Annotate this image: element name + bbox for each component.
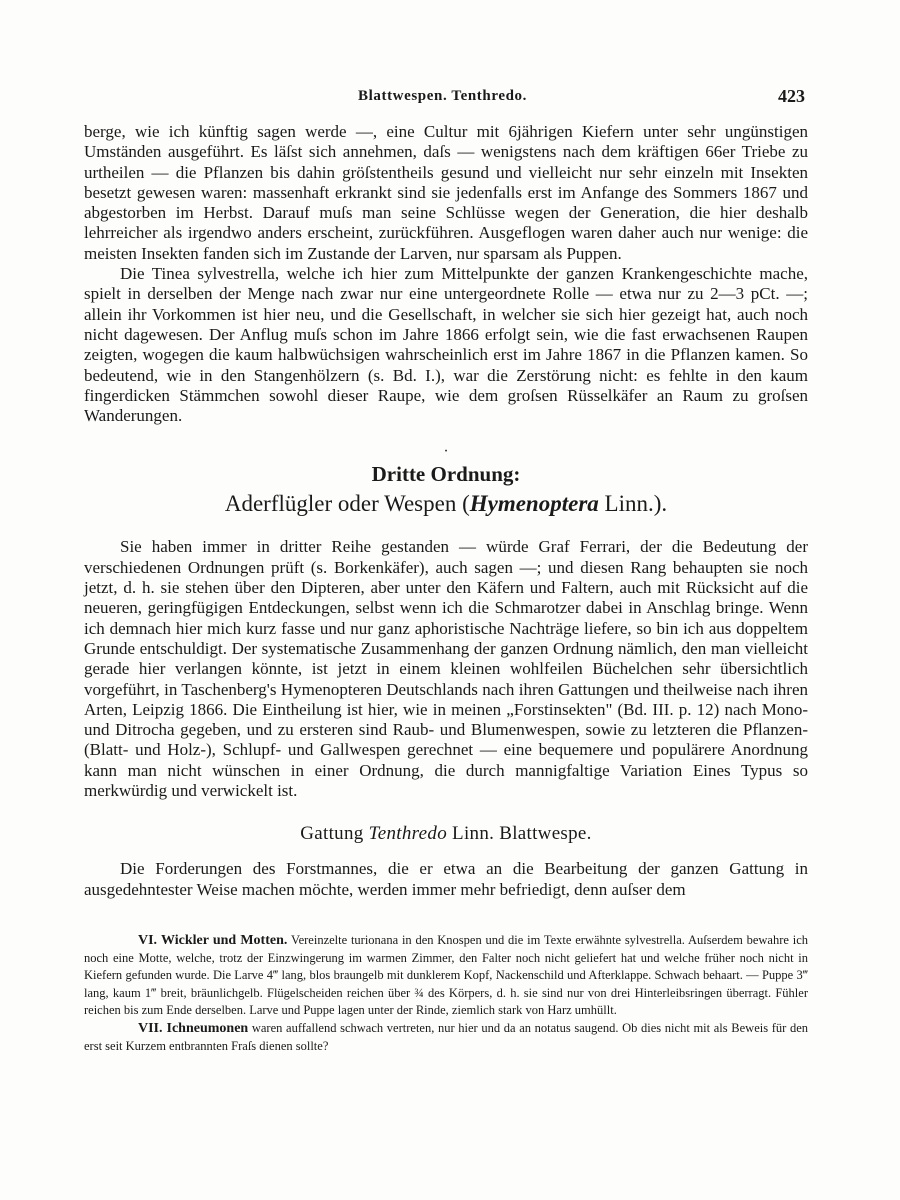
paragraph-hymenoptera: Sie haben immer in dritter Reihe gestanden — würde Graf Ferrari, der die Bedeutung der verschiedenen Ordnungen prüft (s. Borkenkäfer), auch sagen —; und diesen Rang behaupten sie noch jetzt, d. h. sie stehen über den Dipteren, aber unter den Käfern und Faltern, auch mit Rücksicht auf die neueren, geringfügigen Entdeckungen, selbst wenn ich die Schmarotzer dabei in Anschlag bringe. Wenn ich demnach hier mich kurz fasse und nur ganz aphoristische Nachträge liefere, so bin ich aus doppeltem Grunde entschuldigt. Der systematische Zusammenhang der ganzen Ordnung nämlich, den man vielleicht gerade hier verlangen könnte, ist jetzt in einem kleinen wohlfeilen Büchelchen sehr übersichtlich vorgeführt, in Taschenberg's Hymenopteren Deutschlands nach ihren Gattungen und theilweise nach ihren Arten, Leipzig 1866. Die Eintheilung ist hier, wie in meinen „Forstinsekten" (Bd. III. p. 12) nach Mono- und Ditrocha gegeben, und zu ersteren sind Raub- und Blumenwespen, sowie zu letzteren die Pflanzen- (Blatt- und Holz-), Schlupf- und Gallwespen gerechnet — eine bequemere und populärere Anordnung kann man nicht wünschen in einer Ordnung, die durch mannigfaltige Variation Eines Typus so merkwürdig und verwickelt ist. (84, 537, 808, 801)
page-number: 423 (778, 86, 805, 106)
paragraph-continuation: berge, wie ich künftig sagen werde —, eine Cultur mit 6jährigen Kiefern unter sehr ungünstigen Umständen ausgeführt. Es läſst sich annehmen, daſs — wenigstens nach dem kräftigen 66er Triebe zu urtheilen — die Pflanzen bis dahin gröſstentheils gesund und vielleicht nur sehr einzeln mit Insekten besetzt gewesen waren: massenhaft erkrankt sind sie jedenfalls erst im Anfange des Sommers 1867 und abgestorben im Herbst. Darauf muſs man seine Schlüsse wegen der Generation, die hier deshalb lehrreicher als irgendwo anders erscheint, zurückführen. Ausgeflogen waren daher auch nur wenige: die meisten Insekten fanden sich im Zustande der Larven, nur sparsam als Puppen. (84, 122, 808, 263)
footnote-ichneumonen (84, 1020, 808, 1055)
footnote-heading: VI. Wickler und Motten. (138, 933, 288, 948)
paragraph-tenthredo: Die Forderungen des Forstmannes, die er etwa an die Bearbeitung der ganzen Gattung in ausgedehntester Weise machen möchte, werden immer mehr befriedigt, denn auſser dem (84, 859, 808, 899)
genus-latin-name: Tenthredo (368, 823, 447, 845)
order-heading: Dritte Ordnung: (371, 462, 521, 487)
genus-authority: Linn. Blattwespe. (447, 823, 592, 845)
genus-heading (84, 823, 808, 845)
footnote-text: Vereinzelte turionana in den Knospen und die im Texte erwähnte sylvestrella. Auſserdem bewahre ich noch eine Motte, welche, trotz der Einzwingerung im warmen Zimmer, den Falter noch nicht geliefert hat und welche früher noch nicht in Kiefern gefunden wurde. Die Larve 4‴ lang, blos braungelb mit dunklerem Kopf, Nackenschild und Afterklappe. Schwach behaart. — Puppe 3‴ lang, kaum 1‴ breit, bräunlichgelb. Flügelscheiden reichen über ¾ des Körpers, d. h. sie sind nur von drei Hinterleibsringen überragt. Fühler reichen bis zum Ende derselben. Larve und Puppe lagen unter der Rinde, ziemlich stark von Harz umhüllt. (84, 933, 808, 1018)
footnotes (84, 932, 808, 1055)
order-latin-name: Hymenoptera (469, 491, 599, 517)
main-text (84, 122, 808, 900)
order-subheading-text: Aderflügler oder Wespen ( (224, 491, 470, 517)
separator-dot: · (443, 443, 449, 461)
footnote-wickler (84, 932, 808, 1020)
footnote-text: waren auffallend schwach vertreten, nur hier und da an notatus saugend. Ob dies nicht mit als Beweis für den erst seit Kurzem entbrannten Fraſs dienen sollte? (84, 1020, 808, 1053)
page-header (80, 88, 805, 112)
order-subheading (84, 491, 808, 517)
order-authority: Linn.). (598, 491, 668, 517)
footnote-heading: VII. Ichneumonen (138, 1020, 249, 1036)
genus-heading-text: Gattung (300, 823, 369, 845)
paragraph-tinea: Die Tinea sylvestrella, welche ich hier zum Mittelpunkte der ganzen Krankengeschichte mache, spielt in derselben der Menge nach zwar nur eine untergeordnete Rolle — etwa nur zu 2—3 pCt. —; allein ihr Vorkommen ist hier neu, und die Gesellschaft, in welcher sie sich hier gezeigt hat, auch noch nicht dagewesen. Der Anflug muſs schon im Jahre 1866 erfolgt sein, wie die fast erwachsenen Raupen zeigten, wogegen die kaum halbwüchsigen wahrscheinlich erst im Jahre 1867 in die Pflanzen kamen. So bedeutend, wie in den Stangenhölzern (s. Bd. I.), war die Zerstörung nicht: es fehlte in den kaum fingerdicken Stämmchen sowohl dieser Raupe, wie dem groſsen Rüsselkäfer an Raum zu groſsen Wanderungen. (84, 264, 808, 426)
running-title: Blattwespen. Tenthredo. (358, 88, 527, 104)
